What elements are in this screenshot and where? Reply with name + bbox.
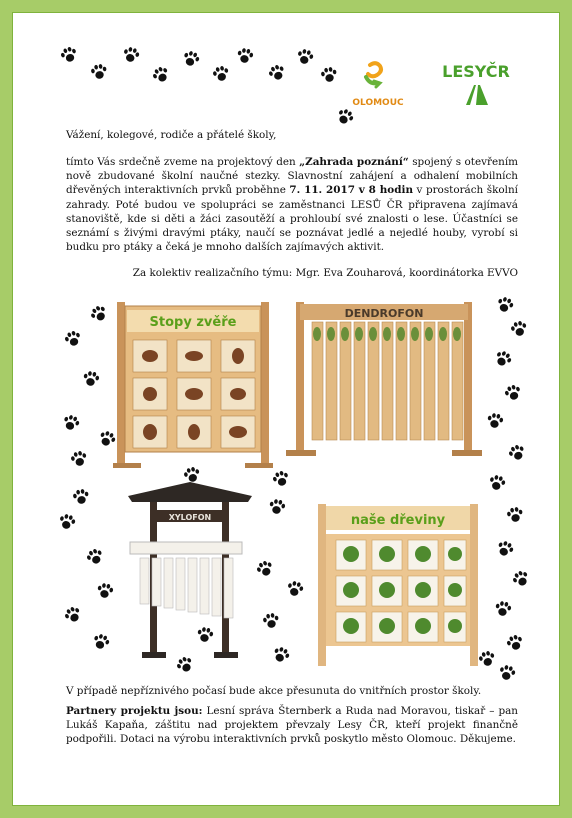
product-label-dendrofon: DENDROFON (344, 307, 424, 320)
paw-icon (494, 600, 512, 618)
paw-icon (510, 320, 528, 338)
text-run: v prostorách školní zahrady. Poté budou ve spolupráci se zaměstnanci LESŮ ČR připravena zajímavá stanoviště, kde si děti a žáci zasoutěží a prohloubí své znalosti o lese. Účastníci se seznámí s živými dravými ptáky, naučí se poznávat jedlé a nejedlé houby, vyrobí si budku pro ptáky a čeká je mnoho dalších zajímavých aktivit. (66, 184, 519, 254)
letter-signature: Za kolektiv realizačního týmu: Mgr. Eva Zouharová, koordinátorka EVVO (132, 267, 518, 279)
paw-icon (256, 560, 274, 578)
weather-note: V případě nepříznivého počasí bude akce přesunuta do vnitřních prostor školy. (66, 685, 482, 697)
paw-icon (236, 47, 254, 65)
partners-label: Partnery projektu jsou: (66, 705, 203, 717)
paw-icon (60, 46, 78, 64)
product-dendrofon (286, 298, 482, 458)
paw-icon (272, 470, 290, 488)
paw-icon (496, 296, 514, 314)
paw-icon (96, 582, 114, 600)
paw-icon (488, 474, 506, 492)
product-nase-dreviny (316, 500, 482, 668)
paw-icon (506, 634, 524, 652)
letter-invitation-paragraph (66, 155, 518, 254)
product-xylofon (124, 480, 256, 660)
paw-icon (72, 488, 90, 506)
paw-icon (212, 65, 230, 83)
paw-icon (320, 66, 338, 84)
paw-icon (90, 305, 108, 323)
product-label-stopy: Stopy zvěře (149, 315, 237, 330)
event-name: „Zahrada poznání“ (299, 156, 409, 168)
paw-icon (64, 606, 82, 624)
paw-icon (262, 612, 280, 630)
paw-icon (70, 450, 88, 468)
paw-icon (486, 412, 504, 430)
paw-icon (64, 330, 82, 348)
paw-icon (122, 46, 140, 64)
paw-icon (494, 350, 512, 368)
paw-icon (496, 540, 514, 558)
partners-paragraph (66, 704, 518, 747)
paw-icon (82, 370, 100, 388)
paw-icon (508, 444, 526, 462)
product-label-xylofon: XYLOFON (168, 513, 212, 522)
lesy-cr-logo (442, 62, 510, 105)
paw-icon (504, 384, 522, 402)
paw-icon (498, 664, 516, 682)
partner-logos (352, 55, 512, 113)
svg-text:LESYČR: LESYČR (442, 62, 510, 81)
paw-icon (90, 63, 108, 81)
product-label-dreviny: naše dřeviny (350, 513, 446, 528)
text-run: tímto Vás srdečně zveme na projektový den (66, 156, 300, 168)
paw-icon (512, 570, 530, 588)
partners-text: Lesní správa Šternberk a Ruda nad Moravou, tiskař – pan Lukáš Kapaňa, záštitu nad projektem převzaly Lesy ČR, kteří projekt finančně podpořili. Dotaci na výrobu interaktivních prvků poskytlo město Olomouc. Děkujeme. (66, 705, 518, 746)
paw-icon (506, 506, 524, 524)
paw-icon (272, 646, 290, 664)
paw-icon (268, 498, 286, 516)
product-stopy-zvere (113, 298, 273, 468)
paw-icon (92, 633, 110, 651)
svg-text:OLOMOUC: OLOMOUC (352, 98, 404, 108)
text-run: spojený s otevřením nově zbudované školní naučné stezky. Slavnostní zahájení a odhalení mobilních dřevěných interaktivních prvků proběhne (66, 156, 518, 197)
paw-icon (58, 513, 76, 531)
paw-icon (286, 580, 304, 598)
paw-icon (152, 66, 170, 84)
event-date: 7. 11. 2017 v 8 hodin (289, 184, 413, 197)
letter-greeting: Vážení, kolegové, rodiče a přátelé školy, (66, 129, 277, 141)
paw-icon (296, 48, 314, 66)
paw-icon (86, 548, 104, 566)
olomouc-logo (352, 63, 404, 108)
paw-icon (62, 414, 80, 432)
paw-icon (268, 64, 286, 82)
paw-icon (182, 50, 200, 68)
